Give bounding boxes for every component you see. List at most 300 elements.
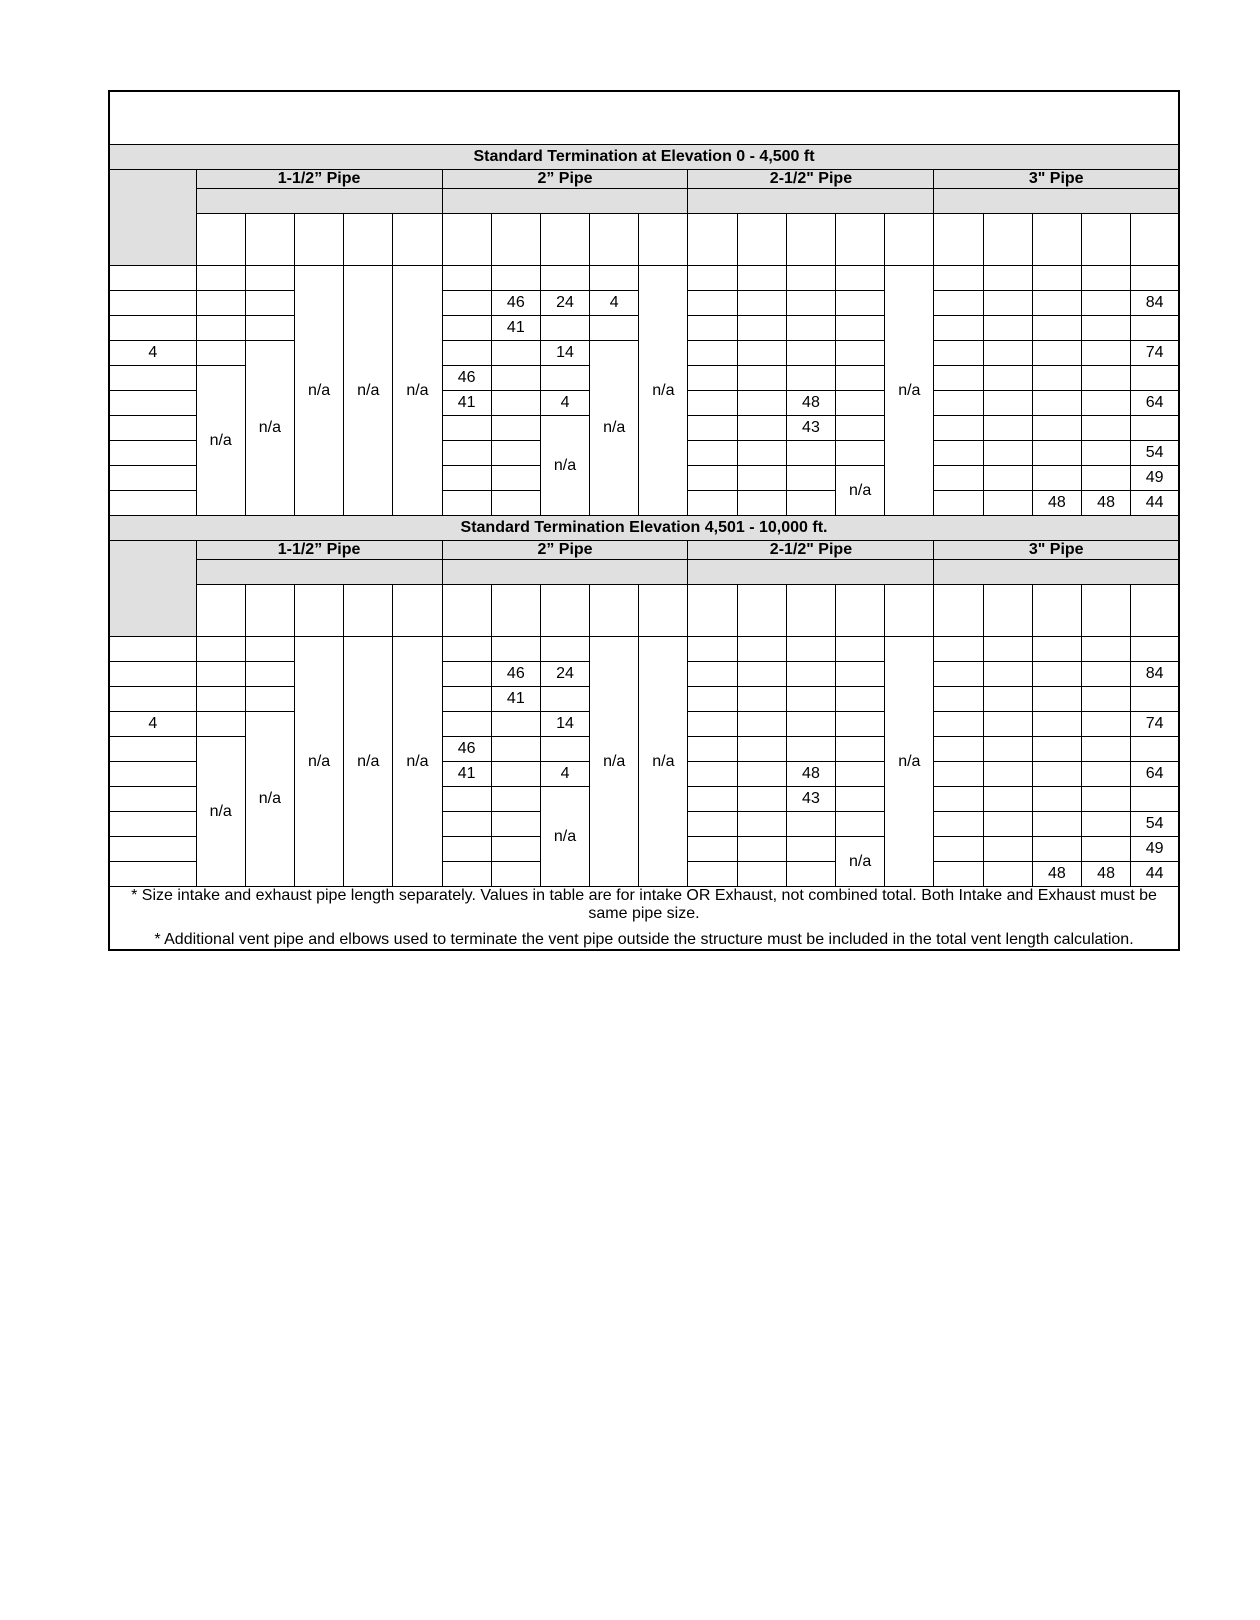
table-cell: 64 [1131,391,1179,416]
table-cell [737,416,786,441]
table-cell [1081,416,1130,441]
table-cell [491,466,540,491]
table-cell [1081,837,1130,862]
na-cell: n/a [245,341,294,516]
table-cell [836,366,885,391]
table-cell: 24 [540,662,589,687]
table-cell [540,316,589,341]
table-cell [1081,712,1130,737]
column-header [639,585,688,637]
table-cell [983,266,1032,291]
table-cell [786,341,835,366]
table-cell: 41 [491,316,540,341]
column-header [393,585,442,637]
table-cell [1081,637,1130,662]
notes-cell [109,887,1179,951]
row-label-cell: 4 [109,341,196,366]
column-header [885,585,934,637]
table-cell [1032,762,1081,787]
table-cell [983,491,1032,516]
column-header [196,214,245,266]
table-cell [983,366,1032,391]
row-label-cell [109,366,196,391]
table-cell [196,662,245,687]
column-header [245,585,294,637]
table-cell: 24 [540,291,589,316]
table-cell [540,687,589,712]
table-cell [934,316,983,341]
table-cell [836,812,885,837]
table-cell [786,441,835,466]
table-cell [688,316,737,341]
column-header [786,214,835,266]
column-header [885,214,934,266]
table-cell [836,341,885,366]
column-header [737,214,786,266]
na-cell: n/a [639,637,688,887]
table-cell [983,787,1032,812]
table-cell: 48 [786,762,835,787]
table-cell [737,391,786,416]
row-label-cell [109,316,196,341]
table-cell: 48 [786,391,835,416]
table-cell [491,837,540,862]
table-cell [836,291,885,316]
table-cell [540,737,589,762]
table-title-cell [109,91,1179,145]
table-cell [836,712,885,737]
table-cell [983,341,1032,366]
table-cell [983,862,1032,887]
table-cell [934,737,983,762]
pipe-header-row [109,170,1179,189]
table-cell: 48 [1081,491,1130,516]
table-cell: 46 [491,662,540,687]
table-cell: 4 [540,391,589,416]
table-cell [688,862,737,887]
section-elevation-0-4500 [109,145,1179,516]
table-cell: 4 [540,762,589,787]
row-label-cell [109,837,196,862]
table-cell [836,637,885,662]
na-cell: n/a [885,266,934,516]
table-cell [836,737,885,762]
pipe-subheader [934,189,1179,214]
table-cell [442,862,491,887]
na-cell: n/a [196,366,245,516]
section-title: Standard Termination Elevation 4,501 - 10,000 ft. [109,516,1179,541]
table-cell [196,637,245,662]
table-cell [245,266,294,291]
na-cell: n/a [294,266,343,516]
section-elevation-4501-10000 [109,516,1179,887]
table-cell [245,662,294,687]
table-cell [688,341,737,366]
table-cell [786,837,835,862]
column-header [540,214,589,266]
pipe-subheader [196,560,442,585]
column-header [1032,214,1081,266]
table-cell [688,762,737,787]
table-cell [1032,366,1081,391]
vent-length-table [108,90,1180,951]
table-cell: 64 [1131,762,1179,787]
pipe-header: 1-1/2” Pipe [196,541,442,560]
table-cell [688,266,737,291]
pipe-header: 3" Pipe [934,541,1179,560]
section-band [109,516,1179,541]
table-cell [1081,441,1130,466]
table-cell [1032,837,1081,862]
column-header [1081,585,1130,637]
table-cell [934,687,983,712]
table-cell [491,787,540,812]
table-cell [491,737,540,762]
table-cell [1081,787,1130,812]
table-cell [245,687,294,712]
column-header [786,585,835,637]
row-label-cell [109,391,196,416]
table-cell [1032,812,1081,837]
table-cell [442,687,491,712]
table-cell [737,637,786,662]
table-cell [934,366,983,391]
table-cell [590,316,639,341]
table-cell [540,366,589,391]
table-cell [245,291,294,316]
table-cell [934,341,983,366]
table-title-row [109,91,1179,145]
table-cell: 48 [1081,862,1130,887]
table-cell [1131,687,1179,712]
table-cell [688,687,737,712]
column-header [590,214,639,266]
column-header [639,214,688,266]
na-cell: n/a [393,637,442,887]
pipe-subheader [196,189,442,214]
table-cell [688,737,737,762]
table-cell [983,687,1032,712]
table-cell [1032,291,1081,316]
table-cell: 43 [786,416,835,441]
table-cell: 43 [786,787,835,812]
table-cell [1081,812,1130,837]
table-cell [934,787,983,812]
table-cell [983,637,1032,662]
table-cell [983,391,1032,416]
column-header [983,585,1032,637]
table-cell [688,712,737,737]
column-header [836,585,885,637]
column-header [442,585,491,637]
row-label-cell [109,787,196,812]
na-cell: n/a [836,837,885,887]
table-cell [737,687,786,712]
column-header [344,214,393,266]
table-cell [442,416,491,441]
table-cell [836,316,885,341]
table-cell [590,266,639,291]
table-cell: 44 [1131,491,1179,516]
table-cell [442,787,491,812]
table-cell [491,366,540,391]
table-cell [836,787,885,812]
table-cell [1081,291,1130,316]
table-cell [737,491,786,516]
na-cell: n/a [540,416,589,516]
table-cell [934,762,983,787]
table-cell [491,491,540,516]
pipe-header: 2” Pipe [442,170,688,189]
table-cell [836,662,885,687]
table-cell [737,291,786,316]
table-cell [836,441,885,466]
table-cell [786,316,835,341]
table-cell [1032,712,1081,737]
table-cell [491,862,540,887]
table-cell [1081,687,1130,712]
table-cell [934,491,983,516]
row-label-cell [109,662,196,687]
table-cell [983,812,1032,837]
pipe-subheader-row [109,560,1179,585]
row-label-cell [109,737,196,762]
row-label-cell [109,491,196,516]
table-cell [836,416,885,441]
table-cell [1032,341,1081,366]
pipe-subheader [442,189,688,214]
table-cell: 54 [1131,812,1179,837]
table-cell [786,366,835,391]
table-cell [688,416,737,441]
table-cell [196,341,245,366]
column-header [393,214,442,266]
table-cell [442,637,491,662]
table-cell [688,637,737,662]
table-cell [1032,316,1081,341]
table-cell [983,662,1032,687]
table-cell [786,687,835,712]
table-cell: 14 [540,341,589,366]
table-cell [836,687,885,712]
column-header [688,214,737,266]
table-cell [1032,637,1081,662]
column-header [1081,214,1130,266]
column-header [491,214,540,266]
table-cell [1032,466,1081,491]
table-cell [245,637,294,662]
table-cell [1032,391,1081,416]
table-cell [786,812,835,837]
table-cell [491,637,540,662]
na-cell: n/a [344,637,393,887]
table-cell [1081,662,1130,687]
table-cell [688,441,737,466]
table-cell: 84 [1131,662,1179,687]
column-header-row [109,585,1179,637]
table-cell: 49 [1131,466,1179,491]
table-cell [540,266,589,291]
column-header [836,214,885,266]
na-cell: n/a [590,341,639,516]
na-cell: n/a [639,266,688,516]
table-cell [836,762,885,787]
table-cell [1131,266,1179,291]
na-cell: n/a [344,266,393,516]
table-cell [442,291,491,316]
table-cell [442,712,491,737]
table-cell [491,416,540,441]
column-header [934,214,983,266]
table-cell [786,662,835,687]
table-cell [737,441,786,466]
column-header [688,585,737,637]
table-cell [836,266,885,291]
table-cell [688,662,737,687]
table-cell [983,737,1032,762]
column-header-row [109,214,1179,266]
table-cell: 41 [442,762,491,787]
table-cell [491,391,540,416]
column-header [934,585,983,637]
table-cell [737,837,786,862]
column-header [737,585,786,637]
table-cell [491,441,540,466]
column-header [245,214,294,266]
table-cell [786,266,835,291]
table-cell: 14 [540,712,589,737]
table-cell [1032,441,1081,466]
pipe-subheader [934,560,1179,585]
table-cell [1081,316,1130,341]
corner-cell [109,541,196,637]
table-cell [786,291,835,316]
column-header [590,585,639,637]
table-cell [983,316,1032,341]
column-header [1032,585,1081,637]
table-cell [491,712,540,737]
section-band [109,145,1179,170]
table-cell [934,712,983,737]
row-label-cell [109,466,196,491]
pipe-subheader [688,560,934,585]
table-cell [786,712,835,737]
table-cell: 46 [442,366,491,391]
table-cell [491,812,540,837]
table-cell [737,466,786,491]
table-cell [934,416,983,441]
column-header [196,585,245,637]
na-cell: n/a [294,637,343,887]
table-cell [737,662,786,687]
table-cell [688,391,737,416]
na-cell: n/a [540,787,589,887]
na-cell: n/a [836,466,885,516]
table-cell [442,662,491,687]
table-row [109,637,1179,662]
table-cell [737,737,786,762]
table-cell: 41 [442,391,491,416]
table-cell [491,762,540,787]
row-label-cell [109,687,196,712]
pipe-header: 3" Pipe [934,170,1179,189]
table-cell [737,712,786,737]
table-cell [1081,366,1130,391]
table-cell [737,787,786,812]
row-label-cell [109,862,196,887]
table-cell [983,416,1032,441]
table-cell [983,712,1032,737]
row-label-cell [109,812,196,837]
pipe-header: 2-1/2" Pipe [688,541,934,560]
table-cell [540,637,589,662]
table-cell [737,762,786,787]
table-cell [688,491,737,516]
table-cell: 46 [442,737,491,762]
notes-row [109,887,1179,951]
table-cell [1081,762,1130,787]
table-cell: 84 [1131,291,1179,316]
na-cell: n/a [590,637,639,887]
table-cell [442,316,491,341]
pipe-subheader [442,560,688,585]
table-cell [786,466,835,491]
table-cell: 41 [491,687,540,712]
column-header [1131,585,1179,637]
table-cell [688,837,737,862]
table-cell [934,662,983,687]
table-cell [1081,341,1130,366]
table-row [109,266,1179,291]
row-label-cell [109,291,196,316]
table-cell [196,291,245,316]
table-cell [1032,266,1081,291]
table-cell [688,812,737,837]
pipe-subheader [688,189,934,214]
table-cell [934,291,983,316]
table-cell [934,837,983,862]
column-header [983,214,1032,266]
table-cell [934,862,983,887]
table-cell [442,441,491,466]
column-header [540,585,589,637]
table-cell [196,712,245,737]
table-cell [983,441,1032,466]
table-cell [737,862,786,887]
table-cell [1032,787,1081,812]
column-header [294,585,343,637]
table-cell [442,266,491,291]
row-label-cell [109,762,196,787]
table-cell [688,466,737,491]
row-label-cell: 4 [109,712,196,737]
column-header [344,585,393,637]
table-cell [1081,737,1130,762]
table-cell [934,266,983,291]
pipe-header: 2” Pipe [442,541,688,560]
table-cell [737,316,786,341]
table-cell [1131,366,1179,391]
table-cell [786,862,835,887]
table-cell [196,316,245,341]
table-cell [196,687,245,712]
na-cell: n/a [393,266,442,516]
table-cell [1131,637,1179,662]
na-cell: n/a [885,637,934,887]
table-cell [934,637,983,662]
table-cell [1131,737,1179,762]
table-cell [934,441,983,466]
